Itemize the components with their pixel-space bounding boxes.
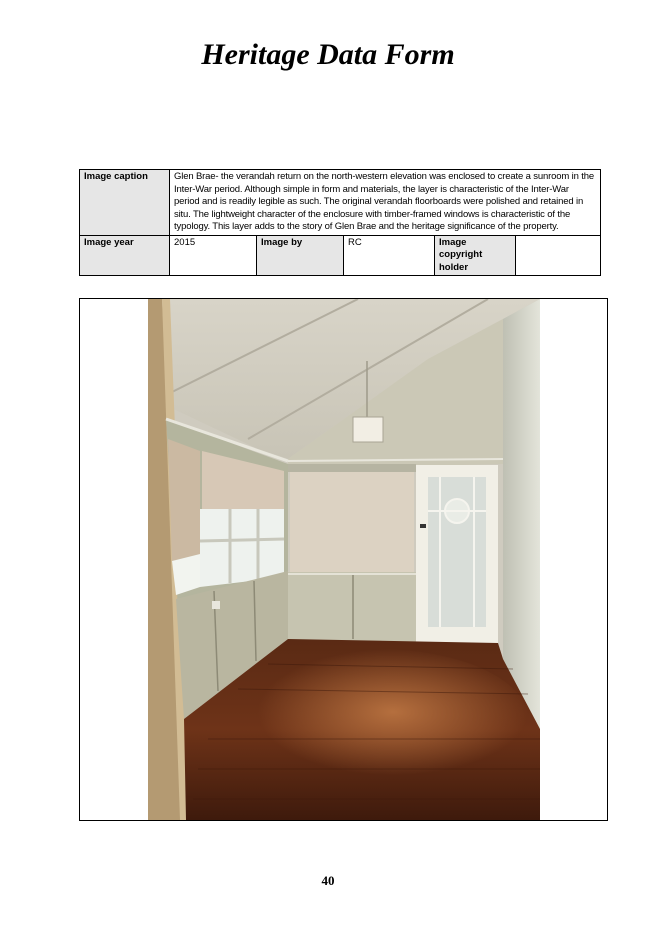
image-info-row bbox=[80, 235, 601, 276]
by-value: RC bbox=[344, 235, 435, 276]
year-label: Image year bbox=[80, 235, 170, 276]
year-value: 2015 bbox=[170, 235, 257, 276]
copyright-value bbox=[516, 235, 601, 276]
copyright-label: Image copyright holder bbox=[435, 235, 516, 276]
sunroom-photo bbox=[148, 299, 540, 820]
caption-text: Glen Brae- the verandah return on the north-western elevation was enclosed to create a sunroom in the Inter-War period. Although simple in form and materials, the layer is characteristic of the Inter-War period and is readily legible as such. The original verandah floorboards were polished and retained in situ. The lightweight character of the enclosure with timber-framed windows is characteristic of the typology. This layer adds to the story of Glen Brae and the heritage significance of the property. bbox=[170, 170, 601, 236]
caption-row bbox=[80, 170, 601, 236]
page-number: 40 bbox=[321, 873, 335, 888]
photo-frame bbox=[79, 298, 608, 821]
by-label: Image by bbox=[257, 235, 344, 276]
image-data-table bbox=[79, 169, 601, 276]
sunroom-illustration bbox=[148, 299, 540, 820]
page-title: Heritage Data Form bbox=[201, 38, 455, 71]
caption-label: Image caption bbox=[80, 170, 170, 236]
